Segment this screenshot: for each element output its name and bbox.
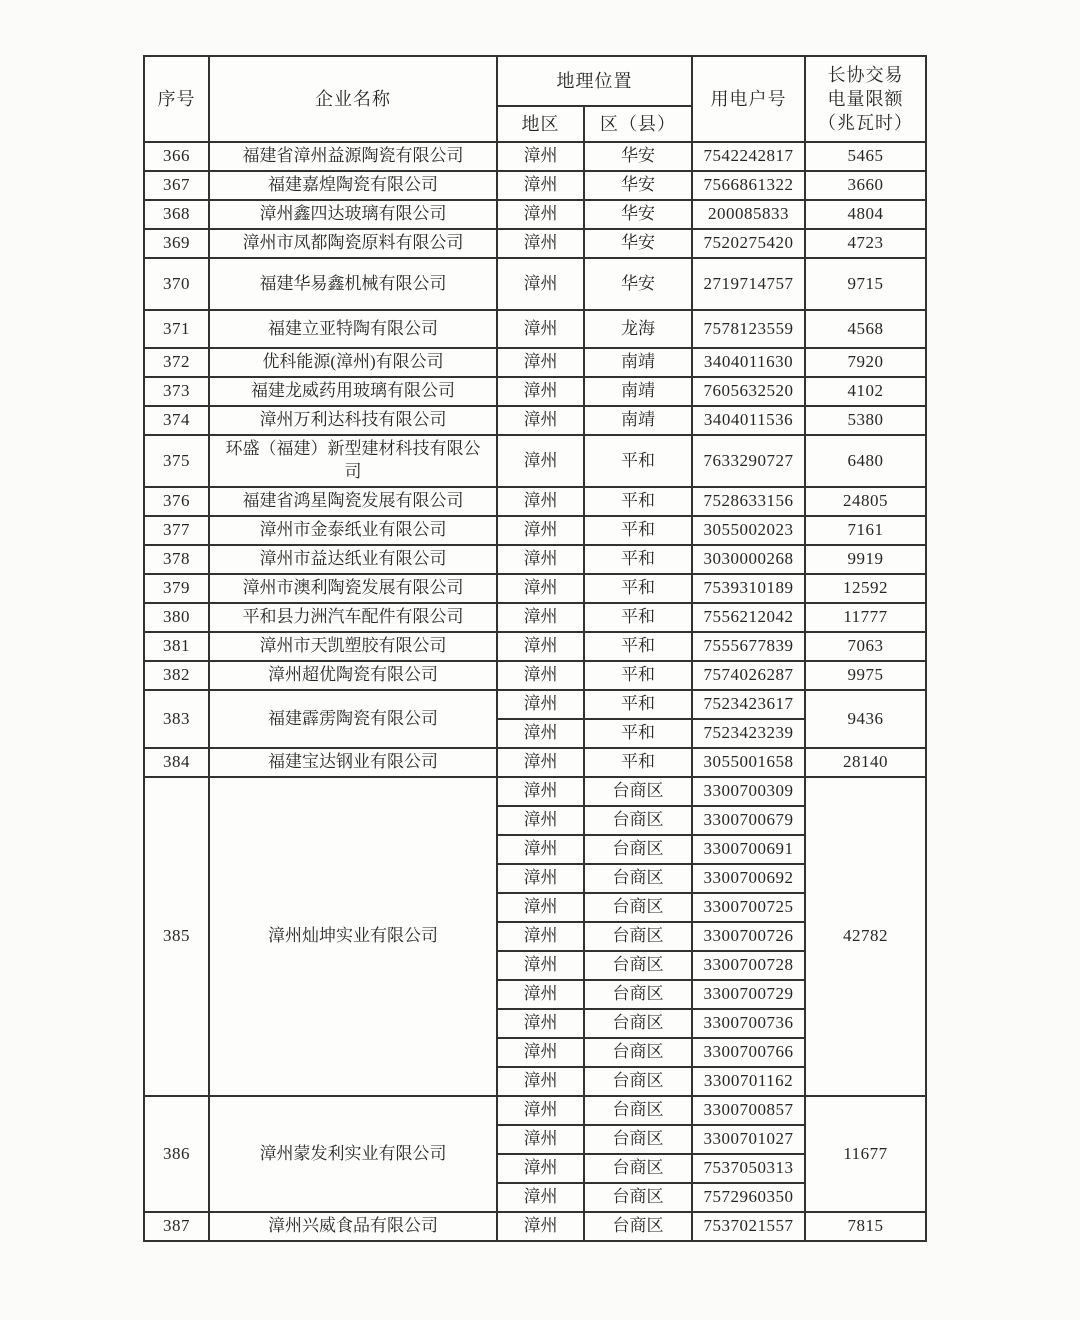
county-cell: 台商区 xyxy=(584,806,692,835)
power-quota-table xyxy=(143,55,927,1242)
account-cell: 7523423617 xyxy=(692,690,805,719)
county-cell: 平和 xyxy=(584,516,692,545)
table-row xyxy=(144,574,926,603)
company-cell: 福建华易鑫机械有限公司 xyxy=(209,258,497,310)
region-cell: 漳州 xyxy=(497,545,584,574)
company-cell: 漳州灿坤实业有限公司 xyxy=(209,777,497,1096)
limit-cell: 4102 xyxy=(805,377,926,406)
limit-cell: 5465 xyxy=(805,142,926,171)
company-cell: 优科能源(漳州)有限公司 xyxy=(209,348,497,377)
region-cell: 漳州 xyxy=(497,377,584,406)
account-cell: 3300700728 xyxy=(692,951,805,980)
header-limit-line-3: （兆瓦时） xyxy=(818,113,913,134)
company-cell: 漳州市益达纸业有限公司 xyxy=(209,545,497,574)
region-cell: 漳州 xyxy=(497,435,584,487)
region-cell: 漳州 xyxy=(497,748,584,777)
county-cell: 龙海 xyxy=(584,310,692,348)
row-index-cell: 386 xyxy=(144,1096,209,1212)
county-cell: 南靖 xyxy=(584,377,692,406)
limit-cell: 7063 xyxy=(805,632,926,661)
table-row xyxy=(144,406,926,435)
county-cell: 平和 xyxy=(584,719,692,748)
row-index-cell: 373 xyxy=(144,377,209,406)
county-cell: 平和 xyxy=(584,545,692,574)
account-cell: 3404011630 xyxy=(692,348,805,377)
table-row xyxy=(144,142,926,171)
company-cell: 福建龙威药用玻璃有限公司 xyxy=(209,377,497,406)
account-cell: 7537050313 xyxy=(692,1154,805,1183)
table-row xyxy=(144,200,926,229)
limit-cell: 7161 xyxy=(805,516,926,545)
county-cell: 华安 xyxy=(584,142,692,171)
row-index-cell: 370 xyxy=(144,258,209,310)
company-cell: 福建嘉煌陶瓷有限公司 xyxy=(209,171,497,200)
county-cell: 台商区 xyxy=(584,893,692,922)
header-limit-line-1: 长协交易 xyxy=(827,64,904,85)
region-cell: 漳州 xyxy=(497,258,584,310)
table-row xyxy=(144,310,926,348)
row-index-cell: 371 xyxy=(144,310,209,348)
row-index-cell: 380 xyxy=(144,603,209,632)
region-cell: 漳州 xyxy=(497,406,584,435)
region-cell: 漳州 xyxy=(497,806,584,835)
county-cell: 华安 xyxy=(584,258,692,310)
company-cell: 漳州市凤都陶瓷原料有限公司 xyxy=(209,229,497,258)
county-cell: 平和 xyxy=(584,435,692,487)
account-cell: 3300700679 xyxy=(692,806,805,835)
county-cell: 南靖 xyxy=(584,406,692,435)
row-index-cell: 384 xyxy=(144,748,209,777)
region-cell: 漳州 xyxy=(497,1125,584,1154)
table-row xyxy=(144,229,926,258)
county-cell: 台商区 xyxy=(584,835,692,864)
region-cell: 漳州 xyxy=(497,603,584,632)
table-row xyxy=(144,777,926,806)
region-cell: 漳州 xyxy=(497,951,584,980)
limit-cell: 7815 xyxy=(805,1212,926,1241)
row-index-cell: 375 xyxy=(144,435,209,487)
table-body xyxy=(144,142,926,1241)
limit-cell: 4723 xyxy=(805,229,926,258)
account-cell: 3300700692 xyxy=(692,864,805,893)
account-cell: 7556212042 xyxy=(692,603,805,632)
county-cell: 平和 xyxy=(584,574,692,603)
region-cell: 漳州 xyxy=(497,1038,584,1067)
company-cell: 福建省漳州益源陶瓷有限公司 xyxy=(209,142,497,171)
row-index-cell: 374 xyxy=(144,406,209,435)
account-cell: 7542242817 xyxy=(692,142,805,171)
region-cell: 漳州 xyxy=(497,1212,584,1241)
company-cell: 漳州市天凯塑胶有限公司 xyxy=(209,632,497,661)
limit-cell: 11677 xyxy=(805,1096,926,1212)
region-cell: 漳州 xyxy=(497,661,584,690)
header-limit xyxy=(805,56,926,142)
limit-cell: 4804 xyxy=(805,200,926,229)
limit-cell: 42782 xyxy=(805,777,926,1096)
header-region: 地区 xyxy=(497,106,584,142)
region-cell: 漳州 xyxy=(497,777,584,806)
company-cell: 漳州蒙发利实业有限公司 xyxy=(209,1096,497,1212)
region-cell: 漳州 xyxy=(497,1009,584,1038)
table-row xyxy=(144,1096,926,1125)
row-index-cell: 368 xyxy=(144,200,209,229)
region-cell: 漳州 xyxy=(497,719,584,748)
table-row xyxy=(144,661,926,690)
company-cell: 漳州超优陶瓷有限公司 xyxy=(209,661,497,690)
account-cell: 3300700691 xyxy=(692,835,805,864)
account-cell: 7537021557 xyxy=(692,1212,805,1241)
county-cell: 台商区 xyxy=(584,1096,692,1125)
county-cell: 华安 xyxy=(584,200,692,229)
company-cell: 平和县力洲汽车配件有限公司 xyxy=(209,603,497,632)
row-index-cell: 372 xyxy=(144,348,209,377)
county-cell: 台商区 xyxy=(584,922,692,951)
region-cell: 漳州 xyxy=(497,835,584,864)
county-cell: 台商区 xyxy=(584,1067,692,1096)
region-cell: 漳州 xyxy=(497,1067,584,1096)
table-row xyxy=(144,435,926,487)
region-cell: 漳州 xyxy=(497,310,584,348)
table-row xyxy=(144,748,926,777)
county-cell: 台商区 xyxy=(584,1038,692,1067)
company-cell: 漳州鑫四达玻璃有限公司 xyxy=(209,200,497,229)
limit-cell: 28140 xyxy=(805,748,926,777)
company-cell: 漳州兴威食品有限公司 xyxy=(209,1212,497,1241)
limit-cell: 6480 xyxy=(805,435,926,487)
region-cell: 漳州 xyxy=(497,922,584,951)
header-limit-line-2: 电量限额 xyxy=(827,88,904,109)
account-cell: 7555677839 xyxy=(692,632,805,661)
table-row xyxy=(144,258,926,310)
header-account: 用电户号 xyxy=(692,56,805,142)
account-cell: 3300700736 xyxy=(692,1009,805,1038)
county-cell: 华安 xyxy=(584,171,692,200)
row-index-cell: 385 xyxy=(144,777,209,1096)
row-index-cell: 379 xyxy=(144,574,209,603)
county-cell: 台商区 xyxy=(584,1154,692,1183)
row-index-cell: 387 xyxy=(144,1212,209,1241)
region-cell: 漳州 xyxy=(497,864,584,893)
account-cell: 7633290727 xyxy=(692,435,805,487)
table-row xyxy=(144,603,926,632)
account-cell: 3055002023 xyxy=(692,516,805,545)
row-index-cell: 383 xyxy=(144,690,209,748)
account-cell: 200085833 xyxy=(692,200,805,229)
header-no: 序号 xyxy=(144,56,209,142)
region-cell: 漳州 xyxy=(497,893,584,922)
company-cell: 福建宝达钢业有限公司 xyxy=(209,748,497,777)
county-cell: 台商区 xyxy=(584,1009,692,1038)
county-cell: 台商区 xyxy=(584,777,692,806)
limit-cell: 24805 xyxy=(805,487,926,516)
region-cell: 漳州 xyxy=(497,1154,584,1183)
company-cell: 漳州万利达科技有限公司 xyxy=(209,406,497,435)
limit-cell: 3660 xyxy=(805,171,926,200)
region-cell: 漳州 xyxy=(497,1183,584,1212)
county-cell: 平和 xyxy=(584,632,692,661)
table-header xyxy=(144,56,926,142)
account-cell: 3300700857 xyxy=(692,1096,805,1125)
county-cell: 平和 xyxy=(584,661,692,690)
header-county: 区（县） xyxy=(584,106,692,142)
header-company: 企业名称 xyxy=(209,56,497,142)
limit-cell: 9715 xyxy=(805,258,926,310)
county-cell: 南靖 xyxy=(584,348,692,377)
row-index-cell: 378 xyxy=(144,545,209,574)
company-cell: 漳州市澳利陶瓷发展有限公司 xyxy=(209,574,497,603)
table-row xyxy=(144,632,926,661)
region-cell: 漳州 xyxy=(497,142,584,171)
county-cell: 台商区 xyxy=(584,1212,692,1241)
region-cell: 漳州 xyxy=(497,1096,584,1125)
account-cell: 7572960350 xyxy=(692,1183,805,1212)
account-cell: 7574026287 xyxy=(692,661,805,690)
account-cell: 7605632520 xyxy=(692,377,805,406)
account-cell: 3300700725 xyxy=(692,893,805,922)
account-cell: 3300701162 xyxy=(692,1067,805,1096)
table-row xyxy=(144,516,926,545)
account-cell: 7539310189 xyxy=(692,574,805,603)
limit-cell: 4568 xyxy=(805,310,926,348)
table-row xyxy=(144,1212,926,1241)
table-row xyxy=(144,171,926,200)
account-cell: 7578123559 xyxy=(692,310,805,348)
table-row xyxy=(144,348,926,377)
row-index-cell: 376 xyxy=(144,487,209,516)
company-cell: 福建霹雳陶瓷有限公司 xyxy=(209,690,497,748)
header-location-group: 地理位置 xyxy=(497,56,692,106)
county-cell: 平和 xyxy=(584,603,692,632)
account-cell: 7528633156 xyxy=(692,487,805,516)
account-cell: 3300700729 xyxy=(692,980,805,1009)
county-cell: 华安 xyxy=(584,229,692,258)
limit-cell: 12592 xyxy=(805,574,926,603)
table-row xyxy=(144,377,926,406)
account-cell: 3300701027 xyxy=(692,1125,805,1154)
account-cell: 3300700766 xyxy=(692,1038,805,1067)
row-index-cell: 369 xyxy=(144,229,209,258)
limit-cell: 9975 xyxy=(805,661,926,690)
account-cell: 3300700309 xyxy=(692,777,805,806)
row-index-cell: 367 xyxy=(144,171,209,200)
table-row xyxy=(144,690,926,719)
limit-cell: 11777 xyxy=(805,603,926,632)
limit-cell: 7920 xyxy=(805,348,926,377)
region-cell: 漳州 xyxy=(497,690,584,719)
limit-cell: 9919 xyxy=(805,545,926,574)
company-cell: 漳州市金泰纸业有限公司 xyxy=(209,516,497,545)
region-cell: 漳州 xyxy=(497,980,584,1009)
table-row xyxy=(144,545,926,574)
region-cell: 漳州 xyxy=(497,487,584,516)
company-cell: 福建省鸿星陶瓷发展有限公司 xyxy=(209,487,497,516)
region-cell: 漳州 xyxy=(497,632,584,661)
company-cell: 环盛（福建）新型建材科技有限公司 xyxy=(209,435,497,487)
account-cell: 3404011536 xyxy=(692,406,805,435)
county-cell: 台商区 xyxy=(584,1125,692,1154)
county-cell: 台商区 xyxy=(584,951,692,980)
limit-cell: 9436 xyxy=(805,690,926,748)
row-index-cell: 366 xyxy=(144,142,209,171)
account-cell: 3030000268 xyxy=(692,545,805,574)
company-cell: 福建立亚特陶有限公司 xyxy=(209,310,497,348)
region-cell: 漳州 xyxy=(497,171,584,200)
county-cell: 平和 xyxy=(584,487,692,516)
county-cell: 平和 xyxy=(584,748,692,777)
region-cell: 漳州 xyxy=(497,200,584,229)
account-cell: 2719714757 xyxy=(692,258,805,310)
county-cell: 台商区 xyxy=(584,864,692,893)
header-row-1 xyxy=(144,56,926,106)
region-cell: 漳州 xyxy=(497,516,584,545)
account-cell: 7523423239 xyxy=(692,719,805,748)
county-cell: 平和 xyxy=(584,690,692,719)
account-cell: 3055001658 xyxy=(692,748,805,777)
county-cell: 台商区 xyxy=(584,980,692,1009)
region-cell: 漳州 xyxy=(497,229,584,258)
account-cell: 7566861322 xyxy=(692,171,805,200)
row-index-cell: 381 xyxy=(144,632,209,661)
account-cell: 3300700726 xyxy=(692,922,805,951)
table-row xyxy=(144,487,926,516)
region-cell: 漳州 xyxy=(497,348,584,377)
row-index-cell: 382 xyxy=(144,661,209,690)
account-cell: 7520275420 xyxy=(692,229,805,258)
limit-cell: 5380 xyxy=(805,406,926,435)
county-cell: 台商区 xyxy=(584,1183,692,1212)
row-index-cell: 377 xyxy=(144,516,209,545)
region-cell: 漳州 xyxy=(497,574,584,603)
